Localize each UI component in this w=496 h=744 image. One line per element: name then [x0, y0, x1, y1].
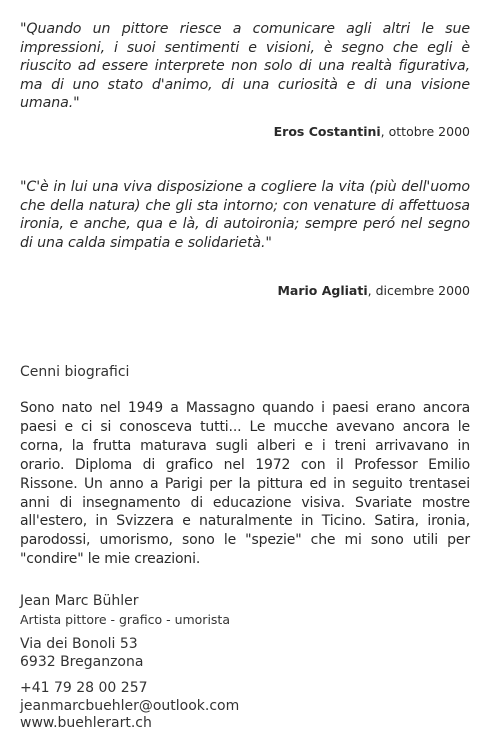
quote-1-text: "Quando un pittore riesce a comunicare agli altri le sue impressioni, i suoi sentimenti e visioni, è segno che egli è riuscito ad essere interprete non solo di una realtà figurativa, ma di uno stato d'animo, di una curiosità e di una visione umana.": [20, 21, 470, 112]
quote-2-text: "C'è in lui una viva disposizione a cogliere la vita (più dell'uomo che della natura) che gli sta intorno; con venature di affettuosa ironia, e anche, qua e là, di autoironia; sempre peró nel segno di una calda simpatia e solidarietà.": [20, 179, 470, 251]
quote-2-attribution: [20, 283, 470, 299]
quote-2-author: Mario Agliati: [277, 283, 368, 298]
bio-heading: Cenni biografici: [20, 364, 130, 380]
address-block: [20, 636, 143, 671]
bio-text: Sono nato nel 1949 a Massagno quando i paesi erano ancora paesi e ci si conosceva tutti... Le mucche avevano ancora le corna, la frutta maturava sugli alberi e i treni arrivavano in orario. Diploma di grafico nel 1972 con il Professor Emilio Rissone. Un anno a Parigi per la pittura ed in seguito trentasei anni di insegnamento di educazione visiva. Svariate mostre all'estero, in Svizzera e naturalmente in Ticino. Satira, ironia, parodossi, umorismo, sono le "spezie" che mi sono utili per "condire" le mie creazioni.: [20, 400, 470, 568]
artist-name: Jean Marc Bühler: [20, 593, 139, 609]
address-street: Via dei Bonoli 53: [20, 636, 138, 652]
artist-role: Artista pittore - grafico - umorista: [20, 612, 230, 627]
contact-block: [20, 680, 239, 733]
address-city: 6932 Breganzona: [20, 653, 144, 670]
quote-1-author: Eros Costantini: [273, 124, 381, 139]
quote-1-date: , ottobre 2000: [380, 124, 470, 139]
phone-number[interactable]: +41 79 28 00 257: [20, 680, 148, 696]
quote-2-date: , dicembre 2000: [367, 283, 470, 298]
email-link[interactable]: jeanmarcbuehler@outlook.com: [20, 697, 240, 714]
quote-1-attribution: [20, 124, 470, 140]
website-link[interactable]: www.buehlerart.ch: [20, 715, 152, 731]
